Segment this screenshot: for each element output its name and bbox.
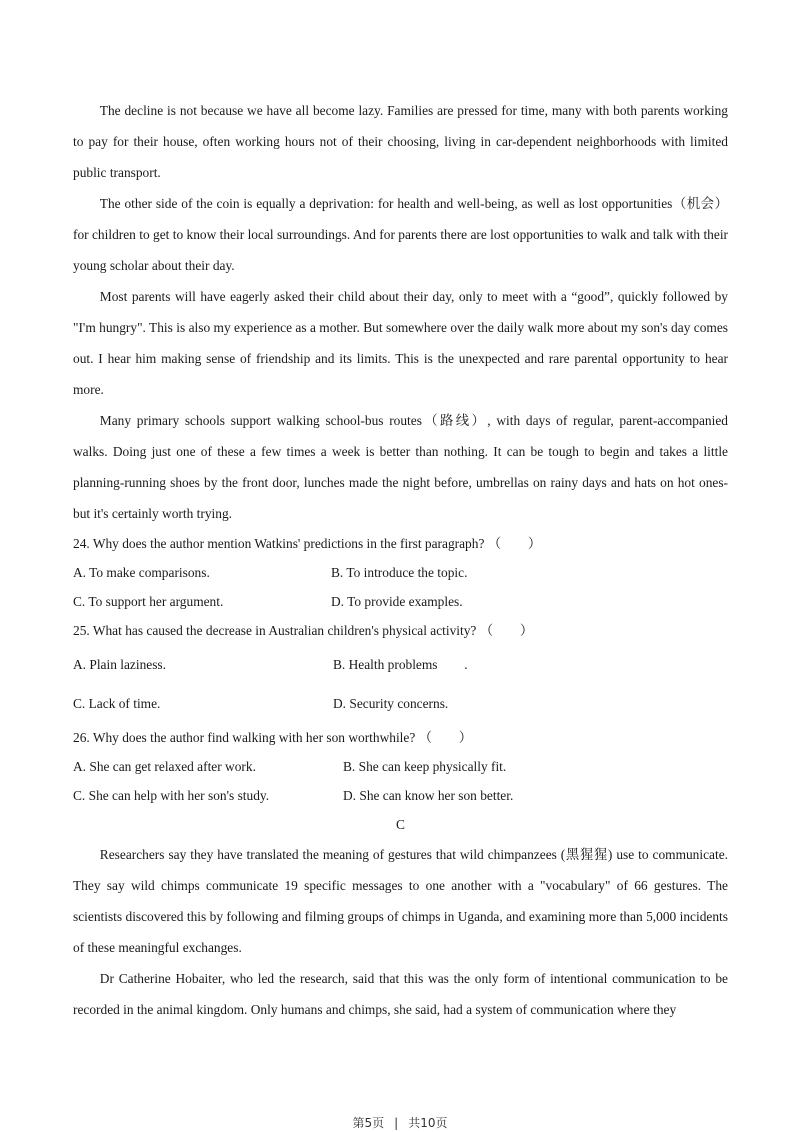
page-content [73, 95, 728, 1025]
footer-separator: | [394, 1116, 399, 1130]
question-26-option-d[interactable]: D. She can know her son better. [343, 788, 514, 803]
question-25-option-b[interactable]: B. Health problems . [333, 657, 468, 672]
section-c-paragraph-2: Dr Catherine Hobaiter, who led the research, said that this was the only form of intentional communication to be recorded in the animal kingdom. Only humans and chimps, she said, had a system of communication where they [73, 971, 728, 1017]
question-24-option-a[interactable]: A. To make comparisons. [73, 565, 210, 580]
page-footer [0, 1114, 800, 1131]
question-24-option-d[interactable]: D. To provide examples. [331, 594, 463, 609]
question-24-options-row-2 [73, 587, 728, 616]
question-26-option-b[interactable]: B. She can keep physically fit. [343, 759, 507, 774]
question-26-option-c[interactable]: C. She can help with her son's study. [73, 788, 270, 803]
question-24-options-row-1 [73, 558, 728, 587]
passage-b-paragraph-4: Many primary schools support walking school-bus routes（路线）, with days of regular, parent-accompanied walks. Doing just one of these a few times a week is better than nothing. It can be tough to begin and takes a little planning-running shoes by the front door, lunches made the night before, umbrellas on rainy days and hats on hot ones-but it's certainly worth trying. [73, 413, 728, 521]
question-26-options-row-1 [73, 752, 728, 781]
passage-b-paragraph-1: The decline is not because we have all become lazy. Families are pressed for time, many with both parents working to pay for their house, often working hours not of their choosing, living in car-dependent neighborhoods with limited public transport. [73, 103, 728, 180]
question-25-stem: 25. What has caused the decrease in Australian children's physical activity? （ ） [73, 623, 534, 638]
question-25-options-row-2 [73, 684, 728, 723]
question-25-option-a[interactable]: A. Plain laziness. [73, 657, 166, 672]
question-24-stem: 24. Why does the author mention Watkins' predictions in the first paragraph? （ ） [73, 536, 542, 551]
question-25-option-c[interactable]: C. Lack of time. [73, 696, 161, 711]
question-25-options-row-1 [73, 645, 728, 684]
footer-total-pages: 共10页 [408, 1116, 448, 1130]
section-c-paragraph-1: Researchers say they have translated the meaning of gestures that wild chimpanzees (黑猩猩) use to communicate. They say wild chimps communicate 19 specific messages to one another with a "vocabulary" of 66 gestures. The scientists discovered this by following and filming groups of chimps in Uganda, and examining more than 5,000 incidents of these meaningful exchanges. [73, 847, 728, 955]
question-26-stem: 26. Why does the author find walking with her son worthwhile? （ ） [73, 730, 473, 745]
section-c-heading: C [396, 817, 405, 832]
passage-b-paragraph-3: Most parents will have eagerly asked their child about their day, only to meet with a “good”, quickly followed by "I'm hungry". This is also my experience as a mother. But somewhere over the daily walk more about my son's day comes out. I hear him making sense of friendship and its limits. This is the unexpected and rare parental opportunity to hear more. [73, 289, 728, 397]
question-24-option-b[interactable]: B. To introduce the topic. [331, 565, 468, 580]
footer-page-number: 第5页 [352, 1116, 385, 1130]
question-26-options-row-2 [73, 781, 728, 810]
question-26-option-a[interactable]: A. She can get relaxed after work. [73, 759, 256, 774]
passage-b-paragraph-2: The other side of the coin is equally a deprivation: for health and well-being, as well as lost opportunities（机会）for children to get to know their local surroundings. And for parents there are lost opportunities to walk and talk with their young scholar about their day. [73, 196, 728, 273]
question-24-option-c[interactable]: C. To support her argument. [73, 594, 224, 609]
question-25-option-d[interactable]: D. Security concerns. [333, 696, 449, 711]
